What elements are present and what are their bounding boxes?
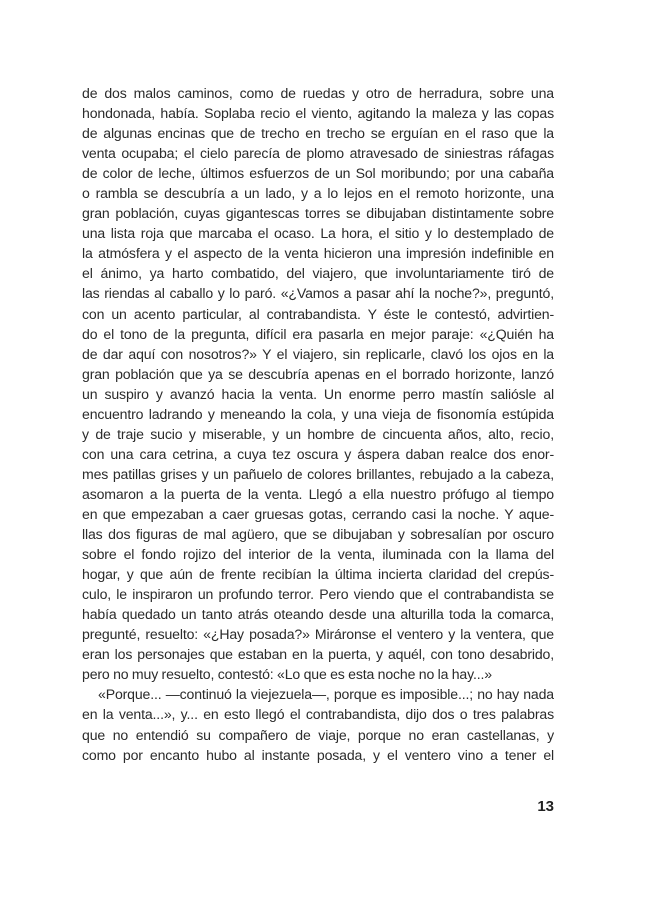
page-number: 13 [537,798,554,815]
text-line: de dos malos caminos, como de ruedas y otro de herradura, sobre una [82,85,554,101]
text-line: de dar aquí con nosotros?» Y el viajero, sin replicarle, clavó los ojos en la [82,345,554,362]
text-line: de color de leche, últimos esfuerzos de un Sol moribundo; por una cabaña [82,165,554,182]
text-line: una lista roja que marcaba el ocaso. La hora, el sitio y lo destemplado de [82,225,554,242]
text-line: o rambla se descubría a un lado, y a lo lejos en el remoto horizonte, una [82,185,554,202]
text-line: la atmósfera y el aspecto de la venta hicieron una impresión indefinible en [82,245,554,262]
text-line: había quedado un tanto atrás oteando desde una alturilla toda la comarca, [82,606,554,623]
text-line: asomaron a la puerta de la venta. Llegó a ella nuestro prófugo al tiempo [82,485,554,502]
text-line: do el tono de la pregunta, difícil era pasarla en mejor paraje: «¿Quién ha [82,325,554,342]
text-line: eran los personajes que estaban en la puerta, y aquél, con tono desabrido, [82,646,554,663]
text-line: y de traje sucio y miserable, y un hombre de cincuenta años, alto, recio, [82,425,554,442]
text-line: que no entendió su compañero de viaje, porque no eran castellanas, y [82,726,554,743]
text-line: en la venta...», y... en esto llegó el contrabandista, dijo dos o tres palabras [82,706,554,723]
text-line: hogar, y que aún de frente recibían la última incierta claridad del crepús- [82,566,554,583]
text-line: gran población que ya se descubría apenas en el borrado horizonte, lanzó [82,365,554,382]
text-line: mes patillas grises y un pañuelo de colores brillantes, rebujado a la cabeza, [82,465,554,482]
text-line: culo, le inspiraron un profundo terror. Pero viendo que el contrabandista se [82,586,554,603]
text-line: con un acento particular, al contrabandista. Y éste le contestó, advirtien- [82,305,554,322]
text-line: hondonada, había. Soplaba recio el viento, agitando la maleza y las copas [82,105,554,122]
paragraph-end-line: pero no muy resuelto, contestó: «Lo que es esta noche no la hay...» [82,666,492,683]
text-line: en que empezaban a caer gruesas gotas, cerrando casi la noche. Y aque- [82,505,554,522]
text-line: llas dos figuras de mal agüero, que se dibujaban y sobresalían por oscuro [82,526,554,543]
text-line: venta ocupaba; el cielo parecía de plomo atravesado de siniestras ráfagas [82,145,554,162]
text-line: encuentro ladrando y meneando la cola, y una vieja de fisonomía estúpida [82,405,554,422]
text-line: las riendas al caballo y lo paró. «¿Vamos a pasar ahí la noche?», preguntó, [82,285,554,302]
text-line: el ánimo, ya harto combatido, del viajero, que involuntariamente tiró de [82,265,554,282]
text-line: pregunté, resuelto: «¿Hay posada?» Miráronse el ventero y la ventera, que [82,626,554,643]
text-line: sobre el fondo rojizo del interior de la venta, iluminada con la llama del [82,546,554,563]
text-line: de algunas encinas que de trecho en trecho se erguían en el raso que la [82,125,554,142]
text-line: gran población, cuyas gigantescas torres se dibujaban distintamente sobre [82,205,554,222]
paragraph-start-line: «Porque... —continuó la viejezuela—, porque es imposible...; no hay nada [98,686,554,703]
text-line: un suspiro y avanzó hacia la venta. Un enorme perro mastín saliósle al [82,385,554,402]
page-body-text [82,83,554,765]
text-line: con una cara cetrina, a cuya tez oscura y áspera daban realce dos enor- [82,445,554,462]
text-line: como por encanto hubo al instante posada, y el ventero vino a tener el [82,746,554,763]
